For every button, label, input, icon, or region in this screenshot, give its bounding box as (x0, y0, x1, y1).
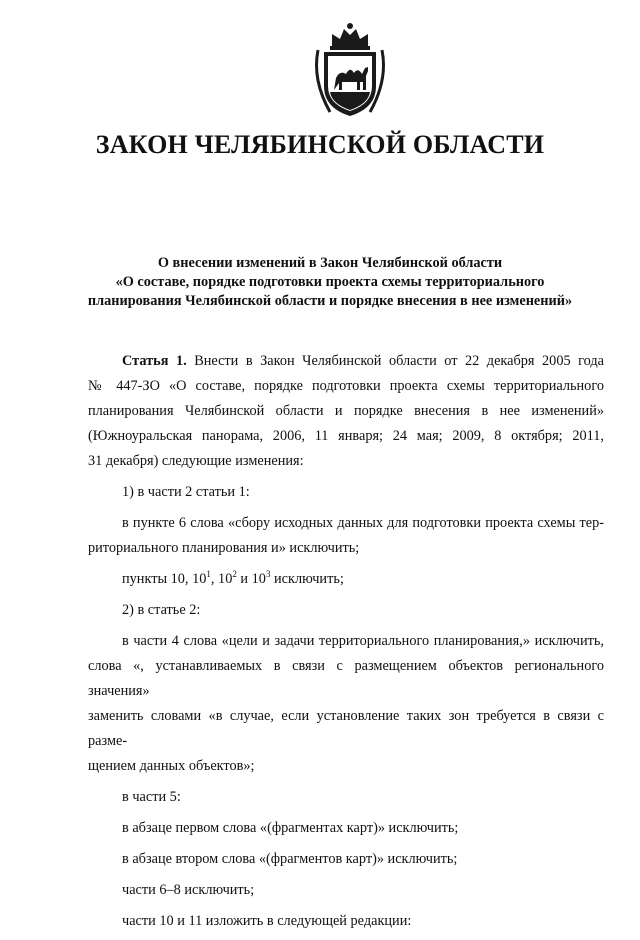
item-part4: в части 4 слова «цели и задачи территориального планирования,» исключить, слова «, устанавливаемых в связи с размещением объектов регионального значения» заменить словами «в случае, если установление таких зон требуется в связи с разме- щением данных объектов»; (88, 633, 604, 774)
item-article2: 2) в статье 2: (122, 602, 201, 618)
heading-line: О внесении изменений в Закон Челябинской области (157, 255, 503, 271)
item-point6: в пункте 6 слова «сбору исходных данных для подготовки проекта схемы тер- риториального планирования и» исключить; (88, 515, 604, 556)
heading-line: «О составе, порядке подготовки проекта схемы территориального (115, 274, 545, 290)
article-label: Статья 1. (122, 353, 187, 369)
item-paragraph-first: в абзаце первом слова «(фрагментах карт)» исключить; (122, 820, 459, 836)
heading-line: планирования Челябинской области и порядке внесения в нее изменений» (87, 293, 573, 309)
item-paragraph-second: в абзаце втором слова «(фрагментов карт)» исключить; (122, 851, 458, 867)
item-points-10: пункты 10, $10^1$, $10^2$ и $10^3$ исключить; (122, 569, 344, 587)
law-heading (60, 254, 600, 311)
item-parts-10-11: части 10 и 11 изложить в следующей редакции: (122, 913, 412, 929)
item-part5: в части 5: (122, 789, 181, 805)
item-part2-article1: 1) в части 2 статьи 1: (122, 484, 250, 500)
article-1-paragraph: Статья 1. Внести в Закон Челябинской области от 22 декабря 2005 года № 447-ЗО «О составе, порядке подготовки проекта схемы территориального планирования Челябинской области и порядке внесения в нее изменений» (Южноуральская панорама, 2006, 11 января; 24 мая; 2009, 8 октября; 2011, 31 декабря) следующие изменения: (88, 353, 604, 469)
document-title: ЗАКОН ЧЕЛЯБИНСКОЙ ОБЛАСТИ (95, 130, 545, 159)
item-parts-6-8: части 6–8 исключить; (122, 882, 255, 898)
document-body (88, 349, 604, 940)
chelyabinsk-coat-of-arms-icon (310, 20, 390, 120)
